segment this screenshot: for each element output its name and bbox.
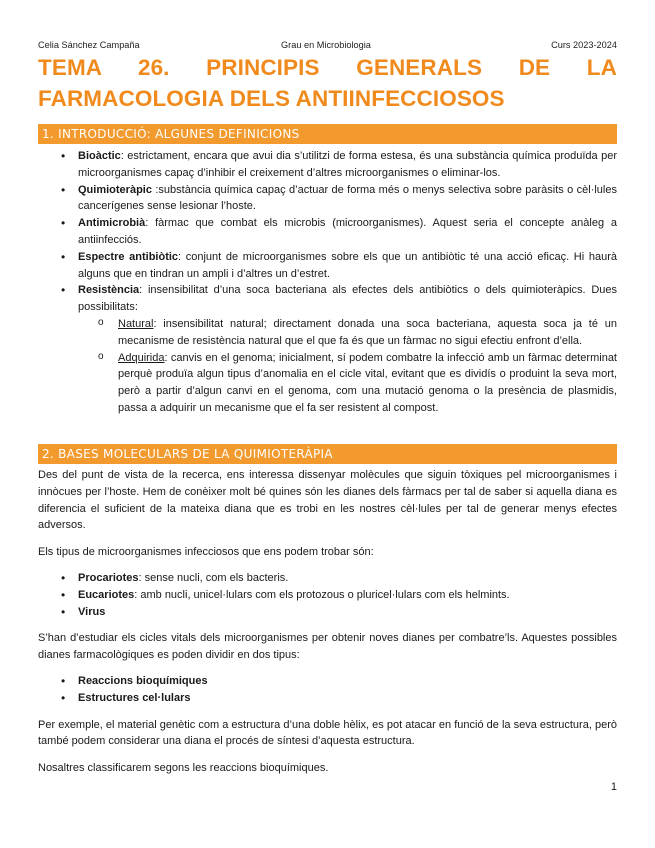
- target-term: Reaccions bioquímiques: [78, 674, 208, 687]
- resistance-type-item: [78, 316, 617, 350]
- organisms-list: [38, 570, 617, 620]
- resistance-types-list: [78, 316, 617, 417]
- document-page: [38, 0, 617, 848]
- definition-item: [38, 249, 617, 283]
- header-degree: Grau en Microbiologia: [281, 40, 371, 50]
- organism-term: Eucariotes: [78, 588, 135, 601]
- target-item: [38, 690, 617, 707]
- definitions-list: [38, 148, 617, 417]
- target-term: Estructures cel·lulars: [78, 691, 191, 704]
- organism-item: [38, 570, 617, 587]
- resistance-type-term: Natural: [118, 317, 154, 330]
- organism-text: : sense nucli, com els bacteris.: [138, 571, 289, 584]
- target-item: [38, 673, 617, 690]
- section-1-body: [38, 148, 617, 417]
- definition-item: [38, 282, 617, 416]
- definition-text: :substància química capaç d’actuar de forma més o menys selectiva sobre paràsits o cèl·lules cancerígenes sense lesionar l’hoste.: [78, 183, 617, 213]
- definition-text: : fàrmac que combat els microbis (microorganismes). Aquest seria el concepte anàleg a antiinfecciós.: [78, 217, 617, 246]
- targets-list: [38, 673, 617, 707]
- page-number: 1: [610, 781, 617, 793]
- organism-term: Virus: [78, 605, 106, 618]
- organism-term: Procariotes: [78, 571, 139, 584]
- definition-text: : conjunt de microorganismes sobre els que un antibiòtic té una acció eficaç. Hi haurà alguns que en tindran un ampli i d’altres un d’estret.: [78, 250, 617, 280]
- header-author: Celia Sánchez Campaña: [38, 40, 140, 50]
- paragraph: S’han d’estudiar els cicles vitals dels microorganismes per obtenir noves dianes per combatre’ls. Aquestes possibles dianes farmacològiques es poden dividir en dos tipus:: [38, 632, 617, 662]
- paragraph: Per exemple, el material genètic com a estructura d’una doble hèlix, es pot atacar en funció de la seva estructura, però també podem considerar una diana el procés de síntesi d’aquesta estructura.: [38, 718, 617, 748]
- definition-item: [38, 215, 617, 249]
- resistance-type-text: : insensibilitat natural; directament donada una soca bacteriana, aquesta soca ja té un mecanisme de resistència natural que el que fa és que un fàrmac no sigui efectiu enfront d’ella.: [118, 317, 617, 347]
- paragraph: Els tipus de microorganismes infecciosos que ens podem trobar són:: [38, 546, 374, 559]
- definition-term: Espectre antibiòtic: [78, 250, 179, 263]
- definition-item: [38, 182, 617, 216]
- definition-term: Resistència: [78, 284, 140, 297]
- organism-text: : amb nucli, unicel·lulars com els protozous o pluricel·lulars com els helmints.: [134, 588, 510, 601]
- definition-term: Bioàctic: [78, 150, 121, 162]
- paragraph: Des del punt de vista de la recerca, ens interessa dissenyar molècules que siguin tòxiques pel microorganismes i innòcues per l’hoste. Hem de conèixer molt bé quines són les dianes dels fàrmacs per tal de saber si aquella diana es diferencia el suficient de la mateixa diana que es trobi en les nostres cèl·lules per tal de generar menys efectes adversos.: [38, 469, 617, 532]
- organism-item: [38, 587, 617, 604]
- resistance-type-text: : canvis en el genoma; inicialment, sí podem combatre la infecció amb un fàrmac determinat perquè produïa algun tipus d’anomalia en el cicle vital, evitant que es dividís o produint la seva mort, però a partir d’algun canvi en el genoma, com una mutació genoma o la presència de plasmidis, passa a adquirir un mecanisme que el fa ser resistent al compost.: [118, 351, 617, 414]
- resistance-type-item: [78, 350, 617, 417]
- definition-item: [38, 148, 617, 182]
- header-course: Curs 2023-2024: [551, 40, 617, 50]
- definition-text: : insensibilitat d’una soca bacteriana als efectes dels antibiòtics o dels quimioteràpics. Dues possibilitats:: [78, 284, 617, 314]
- definition-term: Antimicrobià: [78, 217, 146, 230]
- section-2-heading: 2. BASES MOLECULARS DE LA QUIMIOTERÀPIA: [38, 444, 617, 464]
- definition-term: Quimioteràpic: [78, 183, 152, 196]
- resistance-type-term: Adquirida: [118, 351, 165, 364]
- section-2-body: [38, 467, 617, 777]
- paragraph: Nosaltres classificarem segons les reaccions bioquímiques.: [38, 762, 329, 775]
- section-1-heading: 1. INTRODUCCIÓ: ALGUNES DEFINICIONS: [38, 124, 617, 144]
- definition-text: : estrictament, encara que avui dia s’utilitzi de forma estesa, és una substància química produïda per microorganismes capaç d’inhibir el creixement d’altres microorganismes o eliminar-los.: [78, 150, 617, 179]
- document-title: TEMA 26. PRINCIPIS GENERALS DE LA FARMACOLOGIA DELS ANTIINFECCIOSOS: [38, 55, 617, 111]
- organism-item: [38, 604, 617, 621]
